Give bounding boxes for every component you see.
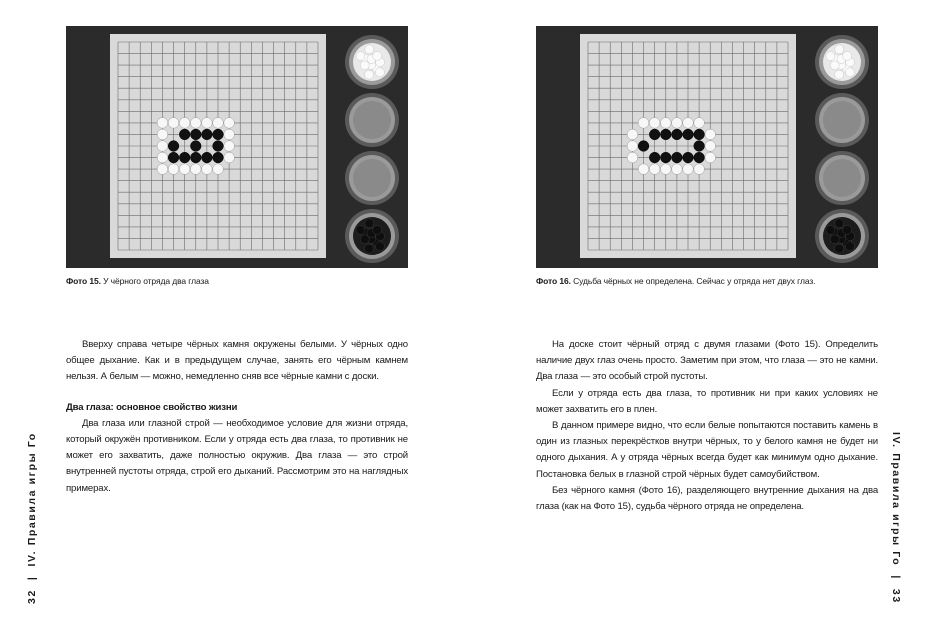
black-stone [179, 129, 190, 140]
body-text [66, 337, 408, 497]
white-stone [202, 164, 213, 175]
white-stone [179, 118, 190, 129]
white-stone [672, 118, 683, 129]
black-stone [190, 129, 201, 140]
black-stone [660, 129, 671, 140]
black-stone [672, 129, 683, 140]
black-stone [190, 141, 201, 152]
black-stone [179, 152, 190, 163]
black-stone [202, 152, 213, 163]
caption-text: У чёрного отряда два глаза [100, 276, 209, 286]
white-stone [683, 164, 694, 175]
black-stone [649, 129, 660, 140]
white-stone [627, 152, 638, 163]
white-stone [213, 118, 224, 129]
black-stone [638, 141, 649, 152]
black-stone [694, 152, 705, 163]
paragraph: На доске стоит чёрный отряд с двумя глазами (Фото 15). Определить наличие двух глаз очень просто. Заметим при этом, что глаза — это не камни. Два глаза — это особый строй пустоты. [536, 339, 878, 383]
black-stone [168, 141, 179, 152]
white-stone [202, 118, 213, 129]
photo-16 [536, 26, 878, 268]
paragraph: В данном примере видно, что если белые попытаются поставить камень в один из глазных перекрёстков внутри чёрных, то у белого камня не будет ни одного дыхания. А у отряда чёрных всегда будет как минимум одно дыхание. Постановка белых в глазной строй чёрных будет самоубийством. [536, 420, 878, 480]
running-head-title: IV. Правила игры Го [890, 432, 902, 567]
white-stone [168, 118, 179, 129]
white-stone [660, 118, 671, 129]
paragraph: Без чёрного камня (Фото 16), разделяющего внутренние дыхания на два глаза (как на Фото 15), судьба чёрного отряда не определена. [536, 484, 878, 513]
photo-15 [66, 26, 408, 268]
paragraph: Если у отряда есть два глаза, то противник ни при каких условиях не может захватить его в плен. [536, 387, 878, 415]
page-number: 32 [26, 589, 38, 604]
black-stone [694, 129, 705, 140]
black-stone [168, 152, 179, 163]
photo-caption [66, 276, 209, 287]
body-text [536, 337, 878, 515]
white-stone [649, 164, 660, 175]
black-stone [202, 129, 213, 140]
white-stone [649, 118, 660, 129]
white-stone [627, 129, 638, 140]
white-stone [157, 118, 168, 129]
white-stone [705, 129, 716, 140]
black-stone [694, 141, 705, 152]
white-stone [694, 118, 705, 129]
white-stone [157, 164, 168, 175]
page-number: 33 [890, 588, 902, 604]
black-stone [683, 129, 694, 140]
white-stone [157, 129, 168, 140]
white-stone [224, 129, 235, 140]
black-stone [213, 152, 224, 163]
black-stone [190, 152, 201, 163]
white-stone [705, 152, 716, 163]
black-stone [649, 152, 660, 163]
black-stone [683, 152, 694, 163]
black-stone [660, 152, 671, 163]
photo-caption [536, 276, 815, 287]
paragraph: Вверху справа четыре чёрных камня окружены белыми. У чёрных одно общее дыхание. Как и в предыдущем случае, занять его чёрным камнем нельзя. А белым — можно, немедленно сняв все чёрные камни с доски. [66, 339, 408, 383]
white-stone [168, 164, 179, 175]
caption-number: Фото 16. [536, 276, 571, 286]
white-stone [224, 152, 235, 163]
white-stone [179, 164, 190, 175]
running-head: IV. Правила игры Го | 33 [890, 432, 902, 604]
white-stone [660, 164, 671, 175]
black-stone [213, 141, 224, 152]
caption-number: Фото 15. [66, 276, 101, 286]
white-stone [672, 164, 683, 175]
white-stone [157, 152, 168, 163]
running-head: 32 | IV. Правила игры Го [26, 432, 38, 604]
white-stone [694, 164, 705, 175]
white-stone [705, 141, 716, 152]
black-stone [672, 152, 683, 163]
section-heading: Два глаза: основное свойство жизни [66, 401, 238, 413]
white-stone [638, 118, 649, 129]
white-stone [190, 118, 201, 129]
white-stone [224, 141, 235, 152]
white-stone [224, 118, 235, 129]
right-page [464, 0, 928, 620]
black-stone [213, 129, 224, 140]
white-stone [683, 118, 694, 129]
white-stone [190, 164, 201, 175]
white-stone [627, 141, 638, 152]
caption-text: Судьба чёрных не определена. Сейчас у отряда нет двух глаз. [570, 276, 816, 286]
running-head-title: IV. Правила игры Го [26, 432, 38, 567]
white-stone [157, 141, 168, 152]
paragraph: Два глаза или глазной строй — необходимое условие для жизни отряда, который окружён противником. Если у отряда есть два глаза, то противник не может его захватить, даже полностью окружив. Два глаза — это строй внутренней пустоты отряда, строй его дыханий. Рассмотрим это на наглядных примерах. [66, 417, 408, 494]
white-stone [213, 164, 224, 175]
white-stone [638, 164, 649, 175]
